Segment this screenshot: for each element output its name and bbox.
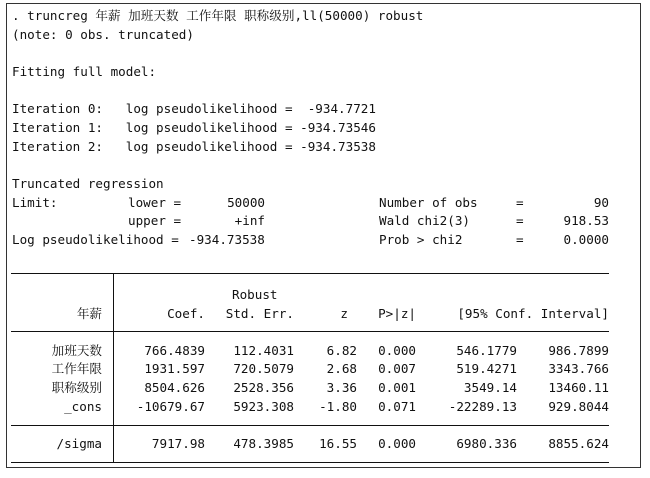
nobs-label: Number of obs — [379, 195, 478, 210]
table-bottom-rule — [11, 462, 609, 463]
header-p: P>|z| — [378, 306, 416, 321]
command-line: . truncreg 年薪 加班天数 工作年限 职称级别,ll(50000) robust — [12, 8, 424, 23]
cell-z: 6.82 — [326, 343, 357, 358]
cell-ci-low: 519.4271 — [456, 361, 517, 376]
depvar-label: 年薪 — [76, 306, 102, 321]
cell-p: 0.000 — [378, 343, 416, 358]
llp-value: -934.73538 — [189, 232, 265, 247]
cell-z: 2.68 — [326, 361, 357, 376]
row-label: 职称级别 — [51, 380, 102, 395]
cell-ci-high: 3343.766 — [548, 361, 609, 376]
cell-ci-high: 929.8044 — [548, 399, 609, 414]
table-header-rule — [11, 331, 609, 332]
upper-label: upper = — [128, 213, 182, 228]
header-z: z — [340, 306, 348, 321]
cell-p: 0.071 — [378, 399, 416, 414]
cell-ci-high: 986.7899 — [548, 343, 609, 358]
upper-value: +inf — [234, 213, 265, 228]
sigma-ci-high: 8855.624 — [548, 436, 609, 451]
nobs-eq: = — [516, 195, 524, 210]
iteration-line: Iteration 2: log pseudolikelihood = -934.73538 — [12, 139, 376, 154]
robust-label: Robust — [232, 287, 278, 302]
prob-value: 0.0000 — [563, 232, 609, 247]
nobs-value: 90 — [593, 195, 609, 210]
cell-coef: -10679.67 — [136, 399, 205, 414]
truncation-note: (note: 0 obs. truncated) — [12, 27, 194, 42]
cell-z: 3.36 — [326, 380, 357, 395]
model-title: Truncated regression — [12, 176, 164, 191]
table-top-rule — [11, 273, 609, 274]
cell-ci-low: 3549.14 — [463, 380, 517, 395]
cell-p: 0.007 — [378, 361, 416, 376]
lower-value: 50000 — [227, 195, 265, 210]
sigma-p: 0.000 — [378, 436, 416, 451]
cell-z: -1.80 — [319, 399, 357, 414]
row-label: 加班天数 — [51, 343, 102, 358]
sigma-z: 16.55 — [319, 436, 357, 451]
table-sigma-rule — [11, 425, 609, 426]
wald-value: 918.53 — [563, 213, 609, 228]
sigma-se: 478.3985 — [233, 436, 294, 451]
wald-label: Wald chi2(3) — [379, 213, 470, 228]
prob-eq: = — [516, 232, 524, 247]
prob-label: Prob > chi2 — [379, 232, 463, 247]
fitting-title: Fitting full model: — [12, 64, 157, 79]
row-label: 工作年限 — [51, 361, 102, 376]
sigma-coef: 7917.98 — [151, 436, 205, 451]
cell-coef: 8504.626 — [144, 380, 205, 395]
cell-p: 0.001 — [378, 380, 416, 395]
sigma-label: /sigma — [56, 436, 102, 451]
cell-ci-high: 13460.11 — [548, 380, 609, 395]
cell-se: 5923.308 — [233, 399, 294, 414]
cell-coef: 1931.597 — [144, 361, 205, 376]
cell-se: 2528.356 — [233, 380, 294, 395]
sigma-ci-low: 6980.336 — [456, 436, 517, 451]
header-se: Std. Err. — [225, 306, 294, 321]
iteration-line: Iteration 0: log pseudolikelihood = -934.7721 — [12, 101, 376, 116]
iteration-line: Iteration 1: log pseudolikelihood = -934.73546 — [12, 120, 376, 135]
cell-ci-low: 546.1779 — [456, 343, 517, 358]
cell-se: 112.4031 — [233, 343, 294, 358]
llp-label: Log pseudolikelihood = — [12, 232, 179, 247]
cell-coef: 766.4839 — [144, 343, 205, 358]
wald-eq: = — [516, 213, 524, 228]
header-ci: [95% Conf. Interval] — [457, 306, 609, 321]
header-coef: Coef. — [167, 306, 205, 321]
cell-ci-low: -22289.13 — [448, 399, 517, 414]
lower-label: lower = — [128, 195, 182, 210]
limit-label: Limit: — [12, 195, 58, 210]
row-label: _cons — [64, 399, 102, 414]
cell-se: 720.5079 — [233, 361, 294, 376]
